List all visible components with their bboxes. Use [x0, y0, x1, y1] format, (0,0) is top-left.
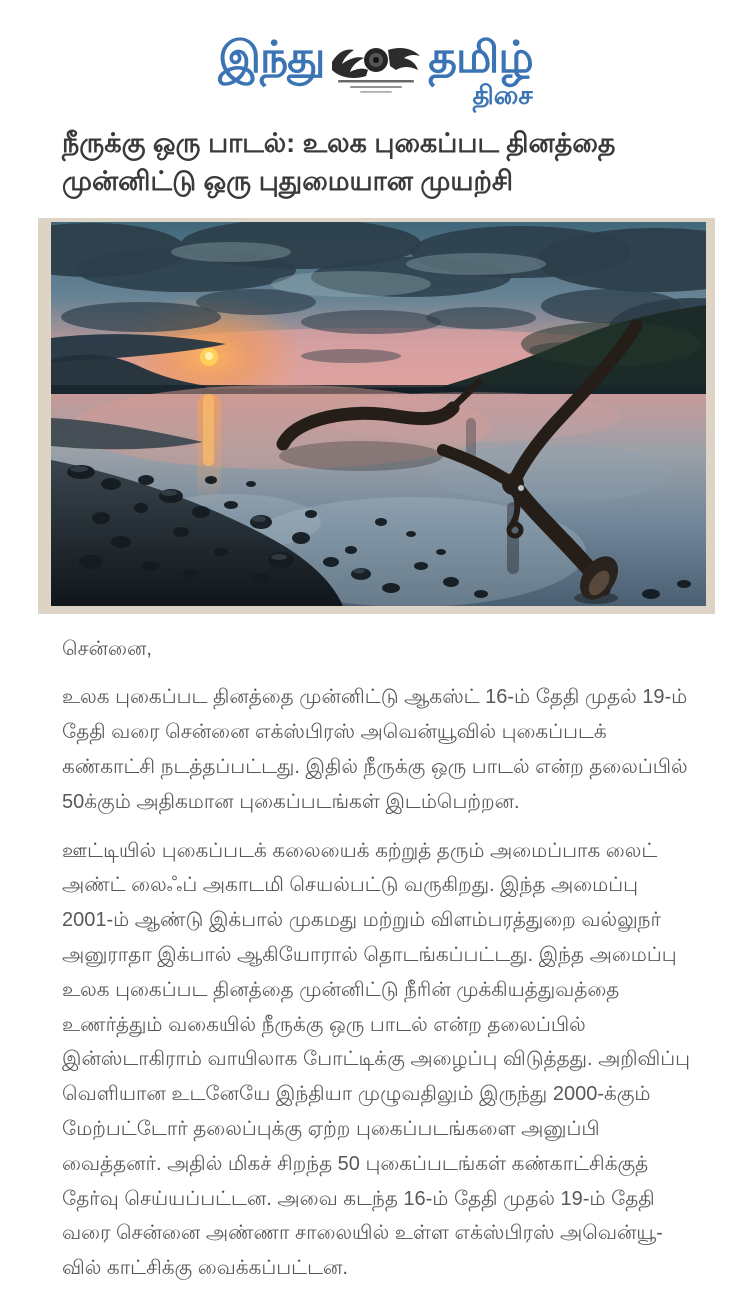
masthead	[0, 0, 751, 108]
article-photo-image	[38, 218, 715, 614]
paragraph-2: ஊட்டியில் புகைப்படக் கலையைக் கற்றுத் தரும் அமைப்பாக லைட் அண்ட் லைஃப் அகாடமி செயல்பட்டு வருகிறது. இந்த அமைப்பு 2001-ம் ஆண்டு இக்பால் முகமது மற்றும் விளம்பரத்துறை வல்லுநர் அனுராதா இக்பால் ஆகியோரால் தொடங்கப்பட்டது. இந்த அமைப்பு உலக புகைப்பட தினத்தை முன்னிட்டு நீரின் முக்கியத்துவத்தை உணர்த்தும் வகையில் நீருக்கு ஒரு பாடல் என்ற தலைப்பில் இன்ஸ்டாகிராம் வாயிலாக போட்டிக்கு அழைப்பு விடுத்தது. அறிவிப்பு வெளியான உடனேயே இந்தியா முழுவதிலும் இருந்து 2000-க்கும் மேற்பட்டோர் தலைப்புக்கு ஏற்ற புகைப்படங்களை அனுப்பி வைத்தனர். அதில் மிகச் சிறந்த 50 புகைப்படங்கள் கண்காட்சிக்குத் தேர்வு செய்யப்பட்டன. அவை கடந்த 16-ம் தேதி முதல் 19-ம் தேதி வரை சென்னை அண்ணா சாலையில் உள்ள எக்ஸ்பிரஸ் அவென்யூ-வில் காட்சிக்கு வைக்கப்பட்டன.	[62, 839, 691, 1280]
masthead-emblem-icon	[330, 40, 422, 98]
logo-word-thisai: திசை	[472, 80, 533, 110]
logo-word-tamil: தமிழ்	[428, 33, 533, 82]
logo-word-hindu: இந்து	[218, 33, 325, 82]
publication-logo[interactable]	[218, 33, 533, 110]
paragraph-dateline: சென்னை,	[62, 637, 152, 660]
sunset-driftwood-illustration	[51, 222, 706, 606]
article-headline: நீருக்கு ஒரு பாடல்: உலக புகைப்பட தினத்தை முன்னிட்டு ஒரு புதுமையான முயற்சி	[62, 128, 616, 197]
article-body	[62, 632, 694, 1286]
paragraph-1: உலக புகைப்பட தினத்தை முன்னிட்டு ஆகஸ்ட் 16-ம் தேதி முதல் 19-ம் தேதி வரை சென்னை எக்ஸ்பிரஸ் அவென்யூவில் புகைப்படக் கண்காட்சி நடத்தப்பட்டது. இதில் நீருக்கு ஒரு பாடல் என்ற தலைப்பில் 50க்கும் அதிகமான புகைப்படங்கள் இடம்பெற்றன.	[62, 686, 688, 813]
logo-right-stack	[428, 33, 533, 110]
